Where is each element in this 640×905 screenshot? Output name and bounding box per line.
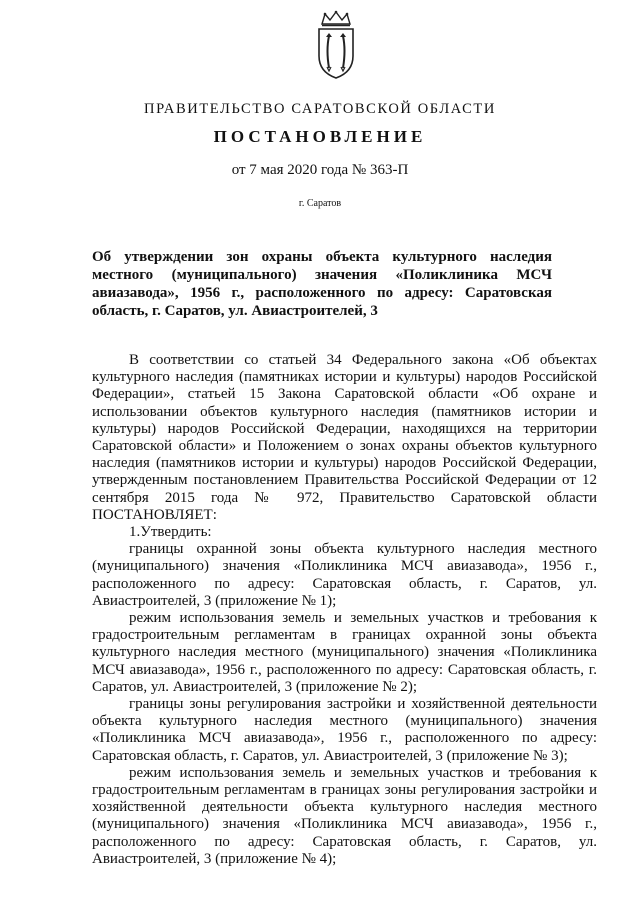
body-paragraph-1: границы охранной зоны объекта культурного наследия местного (муниципального) значения «Поликлиника МСЧ авиазавода», 1956 г., расположенного по адресу: Саратовская область, г. Саратов, ул. Авиастроителей, 3 (приложение № 1); <box>92 541 597 609</box>
document-date-number: от 7 мая 2020 года № 363-П <box>231 162 409 178</box>
document-type-heading: ПОСТАНОВЛЕНИЕ <box>213 127 427 146</box>
body-paragraph-4: режим использования земель и земельных участков и требования к градостроительным регламентам в границах зоны регулирования застройки и хозяйственной деятельности объекта культурного наследия местного (муниципального) значения «Поликлиника МСЧ авиазавода», 1956 г., расположенного по адресу: Саратовская область, г. Саратов, ул. Авиастроителей, 3 (приложение № 4); <box>92 764 597 867</box>
document-city: г. Саратов <box>298 198 342 209</box>
document-subject: Об утверждении зон охраны объекта культурного наследия местного (муниципального) значения «Поликлиника МСЧ авиазавода», 1956 г., расположенного по адресу: Саратовская область, г. Саратов, ул. Авиастроителей, 3 <box>92 249 552 319</box>
preamble-paragraph: В соответствии со статьей 34 Федерального закона «Об объектах культурного наследия (памятниках истории и культуры) народов Российской Федерации», статьей 15 Закона Саратовской области «Об охране и использовании объектов культурного наследия (памятников истории и культуры) народов Российской Федерации, находящихся на территории Саратовской области» и Положением о зонах охраны объектов культурного наследия (памятников истории и культуры) народов Российской Федерации, утвержденным постановлением Правительства Российской Федерации от 12 сентября 2015 года № 972, Правительство Саратовской области ПОСТАНОВЛЯЕТ: <box>92 352 597 523</box>
document-body <box>92 352 597 868</box>
body-paragraph-3: границы зоны регулирования застройки и хозяйственной деятельности объекта культурного наследия местного (муниципального) значения «Поликлиника МСЧ авиазавода», 1956 г., расположенного по адресу: Саратовская область, г. Саратов, ул. Авиастроителей, 3 (приложение № 3); <box>92 696 597 764</box>
government-name: ПРАВИТЕЛЬСТВО САРАТОВСКОЙ ОБЛАСТИ <box>144 101 496 117</box>
item-1-heading: 1.Утвердить: <box>129 524 212 541</box>
body-paragraph-2: режим использования земель и земельных участков и требования к градостроительным регламентам в границах охранной зоны объекта культурного наследия местного (муниципального) значения «Поликлиника МСЧ авиазавода», 1956 г., расположенного по адресу: Саратовская область, г. Саратов, ул. Авиастроителей, 3 (приложение № 2); <box>92 610 597 695</box>
saratov-coat-of-arms-icon <box>313 10 359 82</box>
